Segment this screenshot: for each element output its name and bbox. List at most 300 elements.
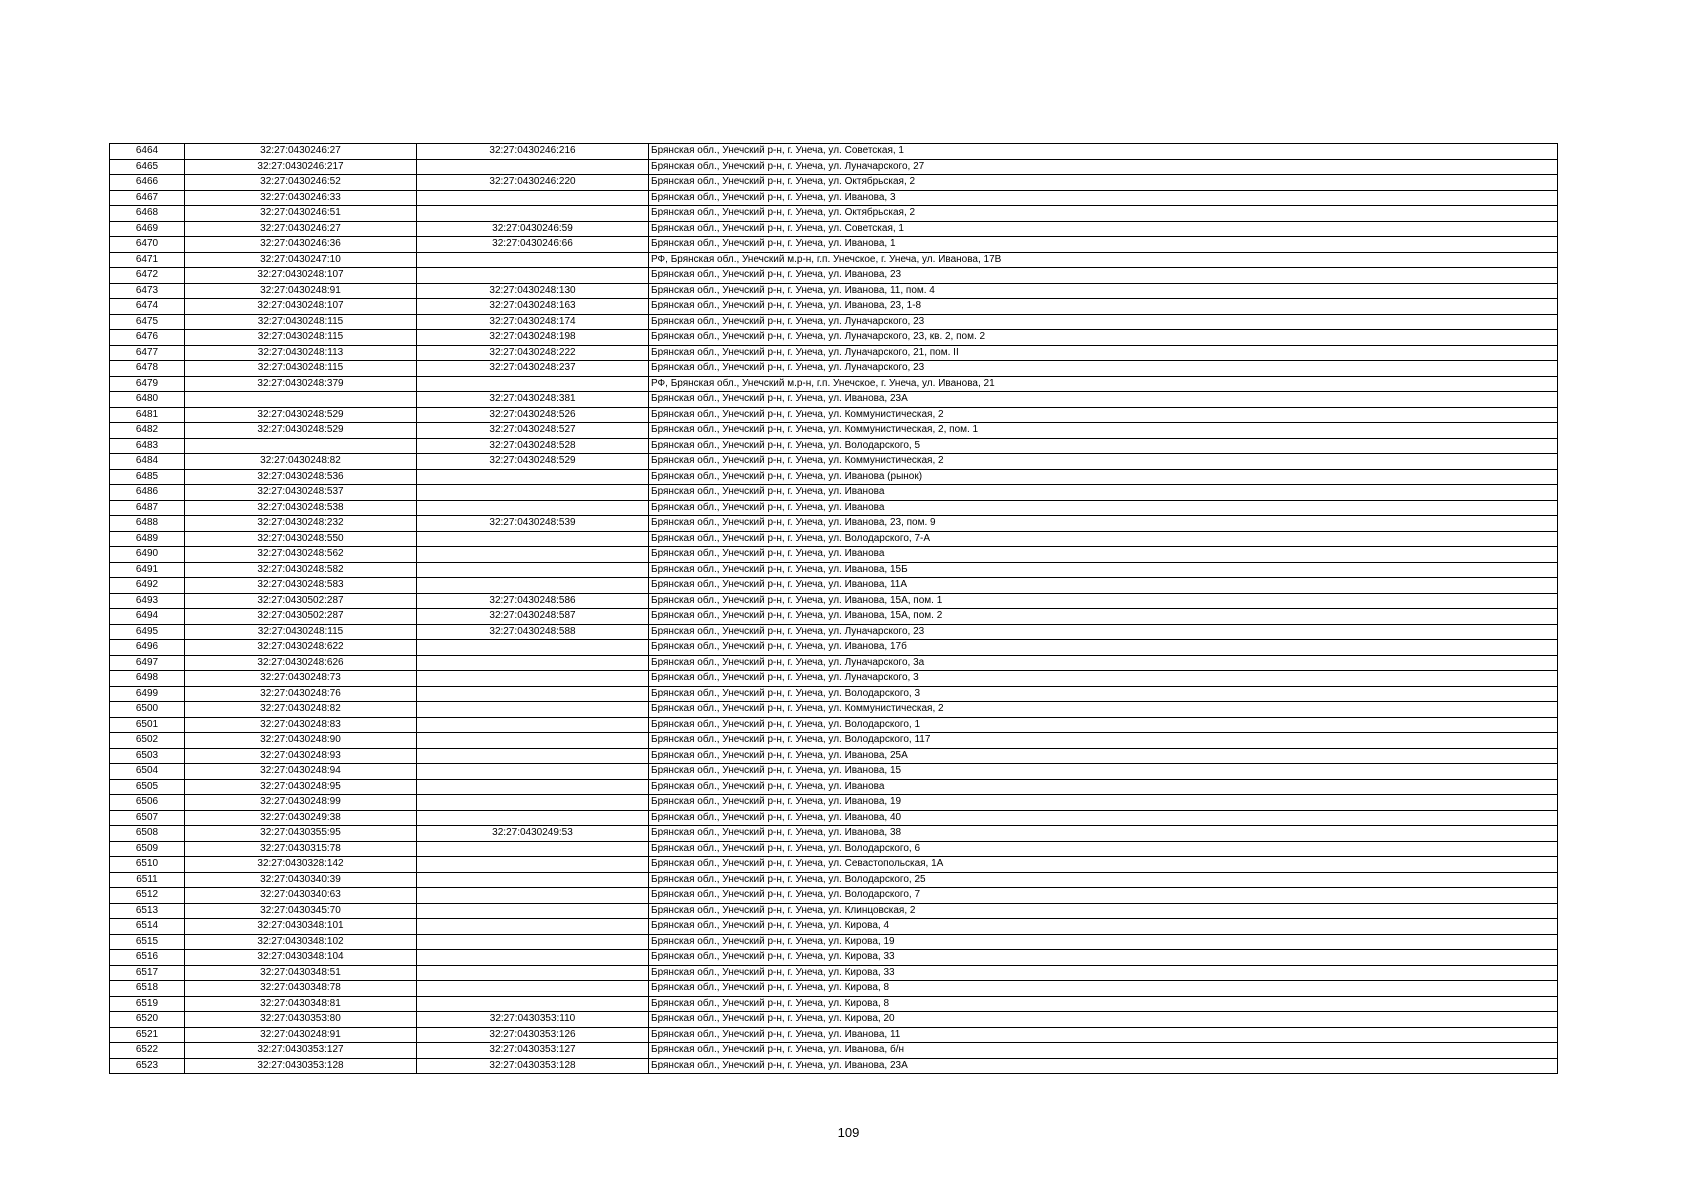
address-cell: РФ, Брянская обл., Унечский м.р-н, г.п. Унечское, г. Унеча, ул. Иванова, 21 [649, 376, 1558, 392]
cadastral-number-cell: 32:27:0430248:115 [185, 361, 417, 377]
cadastral-number-cell: 32:27:0430248:107 [185, 268, 417, 284]
cadastral-number-cell: 32:27:0430248:622 [185, 640, 417, 656]
address-cell: Брянская обл., Унечский р-н, г. Унеча, ул. Луначарского, 23, кв. 2, пом. 2 [649, 330, 1558, 346]
row-number-cell: 6497 [110, 655, 185, 671]
object-cadastral-number-cell: 32:27:0430249:53 [417, 826, 649, 842]
object-cadastral-number-cell [417, 686, 649, 702]
cadastral-number-cell: 32:27:0430248:536 [185, 469, 417, 485]
cadastral-number-cell: 32:27:0430248:115 [185, 314, 417, 330]
address-cell: Брянская обл., Унечский р-н, г. Унеча, ул. Иванова, 25А [649, 748, 1558, 764]
table-row [110, 268, 1558, 284]
object-cadastral-number-cell: 32:27:0430248:198 [417, 330, 649, 346]
object-cadastral-number-cell: 32:27:0430248:130 [417, 283, 649, 299]
cadastral-number-cell: 32:27:0430247:10 [185, 252, 417, 268]
row-number-cell: 6510 [110, 857, 185, 873]
row-number-cell: 6490 [110, 547, 185, 563]
object-cadastral-number-cell: 32:27:0430248:381 [417, 392, 649, 408]
object-cadastral-number-cell [417, 268, 649, 284]
row-number-cell: 6483 [110, 438, 185, 454]
row-number-cell: 6517 [110, 965, 185, 981]
table-row [110, 748, 1558, 764]
cadastral-number-cell: 32:27:0430248:583 [185, 578, 417, 594]
row-number-cell: 6465 [110, 159, 185, 175]
object-cadastral-number-cell [417, 190, 649, 206]
table-row [110, 314, 1558, 330]
table-row [110, 159, 1558, 175]
object-cadastral-number-cell [417, 996, 649, 1012]
row-number-cell: 6499 [110, 686, 185, 702]
table-row [110, 826, 1558, 842]
address-cell: Брянская обл., Унечский р-н, г. Унеча, ул. Иванова, 15А, пом. 1 [649, 593, 1558, 609]
address-cell: Брянская обл., Унечский р-н, г. Унеча, ул. Октябрьская, 2 [649, 175, 1558, 191]
object-cadastral-number-cell [417, 640, 649, 656]
address-cell: Брянская обл., Унечский р-н, г. Унеча, ул. Володарского, 5 [649, 438, 1558, 454]
object-cadastral-number-cell: 32:27:0430248:528 [417, 438, 649, 454]
row-number-cell: 6502 [110, 733, 185, 749]
table-row [110, 283, 1558, 299]
object-cadastral-number-cell [417, 857, 649, 873]
table-row [110, 655, 1558, 671]
cadastral-number-cell: 32:27:0430246:51 [185, 206, 417, 222]
cadastral-number-cell: 32:27:0430248:113 [185, 345, 417, 361]
row-number-cell: 6516 [110, 950, 185, 966]
table-row [110, 190, 1558, 206]
address-cell: Брянская обл., Унечский р-н, г. Унеча, ул. Кирова, 4 [649, 919, 1558, 935]
row-number-cell: 6505 [110, 779, 185, 795]
object-cadastral-number-cell: 32:27:0430246:216 [417, 144, 649, 160]
row-number-cell: 6513 [110, 903, 185, 919]
address-cell: Брянская обл., Унечский р-н, г. Унеча, ул. Иванова, 38 [649, 826, 1558, 842]
row-number-cell: 6487 [110, 500, 185, 516]
cadastral-number-cell: 32:27:0430502:287 [185, 593, 417, 609]
cadastral-number-cell: 32:27:0430246:36 [185, 237, 417, 253]
table-row [110, 392, 1558, 408]
table-row [110, 454, 1558, 470]
table-row [110, 485, 1558, 501]
table-row [110, 810, 1558, 826]
row-number-cell: 6480 [110, 392, 185, 408]
cadastral-number-cell: 32:27:0430315:78 [185, 841, 417, 857]
object-cadastral-number-cell [417, 903, 649, 919]
row-number-cell: 6519 [110, 996, 185, 1012]
row-number-cell: 6484 [110, 454, 185, 470]
object-cadastral-number-cell: 32:27:0430248:163 [417, 299, 649, 315]
row-number-cell: 6474 [110, 299, 185, 315]
table-row [110, 144, 1558, 160]
object-cadastral-number-cell [417, 578, 649, 594]
object-cadastral-number-cell [417, 717, 649, 733]
object-cadastral-number-cell: 32:27:0430248:539 [417, 516, 649, 532]
address-cell: Брянская обл., Унечский р-н, г. Унеча, ул. Иванова, 3 [649, 190, 1558, 206]
page-number: 109 [837, 1125, 860, 1140]
table-row [110, 423, 1558, 439]
cadastral-number-cell [185, 438, 417, 454]
cadastral-number-cell: 32:27:0430248:232 [185, 516, 417, 532]
address-cell: Брянская обл., Унечский р-н, г. Унеча, ул. Иванова, 19 [649, 795, 1558, 811]
table-row [110, 593, 1558, 609]
object-cadastral-number-cell [417, 888, 649, 904]
row-number-cell: 6494 [110, 609, 185, 625]
address-cell: Брянская обл., Унечский р-н, г. Унеча, ул. Иванова, 11А [649, 578, 1558, 594]
cadastral-number-cell: 32:27:0430248:379 [185, 376, 417, 392]
row-number-cell: 6492 [110, 578, 185, 594]
row-number-cell: 6514 [110, 919, 185, 935]
cadastral-number-cell: 32:27:0430328:142 [185, 857, 417, 873]
table-row [110, 175, 1558, 191]
object-cadastral-number-cell: 32:27:0430246:66 [417, 237, 649, 253]
address-cell: Брянская обл., Унечский р-н, г. Унеча, ул. Коммунистическая, 2 [649, 702, 1558, 718]
cadastral-number-cell: 32:27:0430345:70 [185, 903, 417, 919]
address-cell: Брянская обл., Унечский р-н, г. Унеча, ул. Иванова, б/н [649, 1043, 1558, 1059]
address-cell: Брянская обл., Унечский р-н, г. Унеча, ул. Луначарского, 27 [649, 159, 1558, 175]
object-cadastral-number-cell [417, 485, 649, 501]
object-cadastral-number-cell: 32:27:0430353:128 [417, 1058, 649, 1074]
table-row [110, 1012, 1558, 1028]
cadastral-number-cell: 32:27:0430340:63 [185, 888, 417, 904]
object-cadastral-number-cell: 32:27:0430248:586 [417, 593, 649, 609]
cadastral-number-cell: 32:27:0430248:94 [185, 764, 417, 780]
address-cell: Брянская обл., Унечский р-н, г. Унеча, ул. Иванова [649, 779, 1558, 795]
row-number-cell: 6478 [110, 361, 185, 377]
row-number-cell: 6477 [110, 345, 185, 361]
object-cadastral-number-cell [417, 810, 649, 826]
address-cell: Брянская обл., Унечский р-н, г. Унеча, ул. Луначарского, 23 [649, 624, 1558, 640]
cadastral-number-cell [185, 392, 417, 408]
object-cadastral-number-cell [417, 531, 649, 547]
address-cell: Брянская обл., Унечский р-н, г. Унеча, ул. Севастопольская, 1А [649, 857, 1558, 873]
row-number-cell: 6515 [110, 934, 185, 950]
row-number-cell: 6472 [110, 268, 185, 284]
cadastral-number-cell: 32:27:0430248:115 [185, 330, 417, 346]
object-cadastral-number-cell [417, 655, 649, 671]
cadastral-number-cell: 32:27:0430248:90 [185, 733, 417, 749]
row-number-cell: 6464 [110, 144, 185, 160]
object-cadastral-number-cell: 32:27:0430246:220 [417, 175, 649, 191]
cadastral-number-cell: 32:27:0430248:91 [185, 283, 417, 299]
object-cadastral-number-cell [417, 469, 649, 485]
table-row [110, 252, 1558, 268]
table-row [110, 361, 1558, 377]
address-cell: Брянская обл., Унечский р-н, г. Унеча, ул. Коммунистическая, 2, пом. 1 [649, 423, 1558, 439]
row-number-cell: 6509 [110, 841, 185, 857]
table-row [110, 345, 1558, 361]
object-cadastral-number-cell [417, 500, 649, 516]
address-cell: Брянская обл., Унечский р-н, г. Унеча, ул. Иванова [649, 500, 1558, 516]
address-cell: Брянская обл., Унечский р-н, г. Унеча, ул. Володарского, 3 [649, 686, 1558, 702]
address-cell: Брянская обл., Унечский р-н, г. Унеча, ул. Володарского, 1 [649, 717, 1558, 733]
address-cell: Брянская обл., Унечский р-н, г. Унеча, ул. Иванова (рынок) [649, 469, 1558, 485]
row-number-cell: 6475 [110, 314, 185, 330]
cadastral-number-cell: 32:27:0430348:104 [185, 950, 417, 966]
registry-table-body [110, 144, 1558, 1074]
table-row [110, 221, 1558, 237]
address-cell: Брянская обл., Унечский р-н, г. Унеча, ул. Кирова, 8 [649, 981, 1558, 997]
row-number-cell: 6467 [110, 190, 185, 206]
cadastral-number-cell: 32:27:0430248:562 [185, 547, 417, 563]
table-row [110, 872, 1558, 888]
address-cell: Брянская обл., Унечский р-н, г. Унеча, ул. Октябрьская, 2 [649, 206, 1558, 222]
address-cell: Брянская обл., Унечский р-н, г. Унеча, ул. Кирова, 33 [649, 965, 1558, 981]
table-row [110, 578, 1558, 594]
cadastral-number-cell: 32:27:0430348:102 [185, 934, 417, 950]
row-number-cell: 6522 [110, 1043, 185, 1059]
object-cadastral-number-cell: 32:27:0430248:588 [417, 624, 649, 640]
address-cell: Брянская обл., Унечский р-н, г. Унеча, ул. Советская, 1 [649, 144, 1558, 160]
cadastral-number-cell: 32:27:0430355:95 [185, 826, 417, 842]
cadastral-number-cell: 32:27:0430248:529 [185, 407, 417, 423]
address-cell: Брянская обл., Унечский р-н, г. Унеча, ул. Иванова, 1 [649, 237, 1558, 253]
row-number-cell: 6512 [110, 888, 185, 904]
object-cadastral-number-cell: 32:27:0430353:110 [417, 1012, 649, 1028]
address-cell: Брянская обл., Унечский р-н, г. Унеча, ул. Луначарского, 23 [649, 314, 1558, 330]
cadastral-number-cell: 32:27:0430248:76 [185, 686, 417, 702]
table-row [110, 888, 1558, 904]
row-number-cell: 6470 [110, 237, 185, 253]
cadastral-number-cell: 32:27:0430353:80 [185, 1012, 417, 1028]
address-cell: Брянская обл., Унечский р-н, г. Унеча, ул. Володарского, 7 [649, 888, 1558, 904]
address-cell: Брянская обл., Унечский р-н, г. Унеча, ул. Иванова, 15А, пом. 2 [649, 609, 1558, 625]
table-row [110, 981, 1558, 997]
cadastral-number-cell: 32:27:0430248:93 [185, 748, 417, 764]
row-number-cell: 6496 [110, 640, 185, 656]
address-cell: Брянская обл., Унечский р-н, г. Унеча, ул. Иванова, 40 [649, 810, 1558, 826]
table-row [110, 717, 1558, 733]
cadastral-number-cell: 32:27:0430248:82 [185, 702, 417, 718]
object-cadastral-number-cell: 32:27:0430353:126 [417, 1027, 649, 1043]
cadastral-number-cell: 32:27:0430353:128 [185, 1058, 417, 1074]
row-number-cell: 6498 [110, 671, 185, 687]
table-row [110, 671, 1558, 687]
registry-table [109, 143, 1558, 1074]
table-row [110, 857, 1558, 873]
row-number-cell: 6518 [110, 981, 185, 997]
table-row [110, 1043, 1558, 1059]
table-row [110, 330, 1558, 346]
address-cell: Брянская обл., Унечский р-н, г. Унеча, ул. Володарского, 7-А [649, 531, 1558, 547]
address-cell: Брянская обл., Унечский р-н, г. Унеча, ул. Луначарского, 23 [649, 361, 1558, 377]
table-row [110, 702, 1558, 718]
object-cadastral-number-cell [417, 376, 649, 392]
table-row [110, 624, 1558, 640]
row-number-cell: 6511 [110, 872, 185, 888]
table-row [110, 547, 1558, 563]
address-cell: Брянская обл., Унечский р-н, г. Унеча, ул. Иванова, 23 [649, 268, 1558, 284]
table-row [110, 919, 1558, 935]
row-number-cell: 6482 [110, 423, 185, 439]
row-number-cell: 6504 [110, 764, 185, 780]
table-row [110, 609, 1558, 625]
address-cell: Брянская обл., Унечский р-н, г. Унеча, ул. Иванова [649, 547, 1558, 563]
table-row [110, 686, 1558, 702]
object-cadastral-number-cell [417, 671, 649, 687]
address-cell: Брянская обл., Унечский р-н, г. Унеча, ул. Луначарского, 21, пом. II [649, 345, 1558, 361]
table-row [110, 795, 1558, 811]
cadastral-number-cell: 32:27:0430502:287 [185, 609, 417, 625]
cadastral-number-cell: 32:27:0430248:82 [185, 454, 417, 470]
cadastral-number-cell: 32:27:0430348:81 [185, 996, 417, 1012]
cadastral-number-cell: 32:27:0430248:537 [185, 485, 417, 501]
row-number-cell: 6500 [110, 702, 185, 718]
cadastral-number-cell: 32:27:0430248:550 [185, 531, 417, 547]
cadastral-number-cell: 32:27:0430246:27 [185, 221, 417, 237]
table-row [110, 376, 1558, 392]
object-cadastral-number-cell: 32:27:0430248:529 [417, 454, 649, 470]
address-cell: Брянская обл., Унечский р-н, г. Унеча, ул. Володарского, 6 [649, 841, 1558, 857]
object-cadastral-number-cell: 32:27:0430248:222 [417, 345, 649, 361]
table-row [110, 237, 1558, 253]
row-number-cell: 6488 [110, 516, 185, 532]
row-number-cell: 6503 [110, 748, 185, 764]
object-cadastral-number-cell [417, 919, 649, 935]
address-cell: Брянская обл., Унечский р-н, г. Унеча, ул. Иванова [649, 485, 1558, 501]
row-number-cell: 6479 [110, 376, 185, 392]
cadastral-number-cell: 32:27:0430248:83 [185, 717, 417, 733]
cadastral-number-cell: 32:27:0430246:33 [185, 190, 417, 206]
object-cadastral-number-cell [417, 779, 649, 795]
table-row [110, 469, 1558, 485]
cadastral-number-cell: 32:27:0430248:107 [185, 299, 417, 315]
table-row [110, 1058, 1558, 1074]
row-number-cell: 6506 [110, 795, 185, 811]
row-number-cell: 6508 [110, 826, 185, 842]
cadastral-number-cell: 32:27:0430248:538 [185, 500, 417, 516]
row-number-cell: 6481 [110, 407, 185, 423]
address-cell: Брянская обл., Унечский р-н, г. Унеча, ул. Кирова, 19 [649, 934, 1558, 950]
cadastral-number-cell: 32:27:0430248:95 [185, 779, 417, 795]
object-cadastral-number-cell: 32:27:0430248:587 [417, 609, 649, 625]
table-row [110, 779, 1558, 795]
cadastral-number-cell: 32:27:0430348:78 [185, 981, 417, 997]
cadastral-number-cell: 32:27:0430248:91 [185, 1027, 417, 1043]
cadastral-number-cell: 32:27:0430246:27 [185, 144, 417, 160]
table-row [110, 950, 1558, 966]
row-number-cell: 6523 [110, 1058, 185, 1074]
object-cadastral-number-cell [417, 841, 649, 857]
row-number-cell: 6485 [110, 469, 185, 485]
object-cadastral-number-cell [417, 795, 649, 811]
row-number-cell: 6471 [110, 252, 185, 268]
cadastral-number-cell: 32:27:0430248:99 [185, 795, 417, 811]
address-cell: Брянская обл., Унечский р-н, г. Унеча, ул. Иванова, 23, 1-8 [649, 299, 1558, 315]
table-row [110, 438, 1558, 454]
cadastral-number-cell: 32:27:0430249:38 [185, 810, 417, 826]
table-row [110, 531, 1558, 547]
object-cadastral-number-cell [417, 733, 649, 749]
row-number-cell: 6489 [110, 531, 185, 547]
address-cell: Брянская обл., Унечский р-н, г. Унеча, ул. Иванова, 23А [649, 1058, 1558, 1074]
row-number-cell: 6491 [110, 562, 185, 578]
row-number-cell: 6486 [110, 485, 185, 501]
table-row [110, 764, 1558, 780]
object-cadastral-number-cell [417, 702, 649, 718]
table-row [110, 841, 1558, 857]
row-number-cell: 6476 [110, 330, 185, 346]
object-cadastral-number-cell [417, 965, 649, 981]
table-row [110, 1027, 1558, 1043]
cadastral-number-cell: 32:27:0430348:51 [185, 965, 417, 981]
object-cadastral-number-cell [417, 934, 649, 950]
object-cadastral-number-cell [417, 748, 649, 764]
address-cell: Брянская обл., Унечский р-н, г. Унеча, ул. Луначарского, 3 [649, 671, 1558, 687]
cadastral-number-cell: 32:27:0430248:73 [185, 671, 417, 687]
table-row [110, 562, 1558, 578]
table-row [110, 903, 1558, 919]
address-cell: Брянская обл., Унечский р-н, г. Унеча, ул. Иванова, 15 [649, 764, 1558, 780]
row-number-cell: 6469 [110, 221, 185, 237]
cadastral-number-cell: 32:27:0430340:39 [185, 872, 417, 888]
address-cell: Брянская обл., Унечский р-н, г. Унеча, ул. Кирова, 8 [649, 996, 1558, 1012]
cadastral-number-cell: 32:27:0430246:217 [185, 159, 417, 175]
cadastral-number-cell: 32:27:0430248:582 [185, 562, 417, 578]
address-cell: Брянская обл., Унечский р-н, г. Унеча, ул. Иванова, 23А [649, 392, 1558, 408]
row-number-cell: 6521 [110, 1027, 185, 1043]
table-row [110, 500, 1558, 516]
address-cell: Брянская обл., Унечский р-н, г. Унеча, ул. Кирова, 20 [649, 1012, 1558, 1028]
address-cell: Брянская обл., Унечский р-н, г. Унеча, ул. Иванова, 15Б [649, 562, 1558, 578]
row-number-cell: 6501 [110, 717, 185, 733]
object-cadastral-number-cell [417, 764, 649, 780]
address-cell: Брянская обл., Унечский р-н, г. Унеча, ул. Коммунистическая, 2 [649, 454, 1558, 470]
table-row [110, 934, 1558, 950]
table-row [110, 299, 1558, 315]
object-cadastral-number-cell: 32:27:0430246:59 [417, 221, 649, 237]
object-cadastral-number-cell [417, 159, 649, 175]
table-row [110, 996, 1558, 1012]
cadastral-number-cell: 32:27:0430248:529 [185, 423, 417, 439]
table-row [110, 733, 1558, 749]
object-cadastral-number-cell: 32:27:0430353:127 [417, 1043, 649, 1059]
table-row [110, 407, 1558, 423]
address-cell: Брянская обл., Унечский р-н, г. Унеча, ул. Кирова, 33 [649, 950, 1558, 966]
row-number-cell: 6473 [110, 283, 185, 299]
object-cadastral-number-cell: 32:27:0430248:526 [417, 407, 649, 423]
table-row [110, 206, 1558, 222]
object-cadastral-number-cell: 32:27:0430248:174 [417, 314, 649, 330]
cadastral-number-cell: 32:27:0430248:626 [185, 655, 417, 671]
address-cell: Брянская обл., Унечский р-н, г. Унеча, ул. Володарского, 25 [649, 872, 1558, 888]
row-number-cell: 6507 [110, 810, 185, 826]
object-cadastral-number-cell [417, 206, 649, 222]
row-number-cell: 6493 [110, 593, 185, 609]
address-cell: Брянская обл., Унечский р-н, г. Унеча, ул. Иванова, 11 [649, 1027, 1558, 1043]
table-row [110, 516, 1558, 532]
cadastral-number-cell: 32:27:0430248:115 [185, 624, 417, 640]
cadastral-number-cell: 32:27:0430353:127 [185, 1043, 417, 1059]
cadastral-number-cell: 32:27:0430246:52 [185, 175, 417, 191]
row-number-cell: 6495 [110, 624, 185, 640]
object-cadastral-number-cell: 32:27:0430248:237 [417, 361, 649, 377]
row-number-cell: 6520 [110, 1012, 185, 1028]
address-cell: Брянская обл., Унечский р-н, г. Унеча, ул. Луначарского, 3а [649, 655, 1558, 671]
table-row [110, 965, 1558, 981]
object-cadastral-number-cell: 32:27:0430248:527 [417, 423, 649, 439]
address-cell: Брянская обл., Унечский р-н, г. Унеча, ул. Иванова, 11, пом. 4 [649, 283, 1558, 299]
address-cell: Брянская обл., Унечский р-н, г. Унеча, ул. Иванова, 17б [649, 640, 1558, 656]
object-cadastral-number-cell [417, 950, 649, 966]
object-cadastral-number-cell [417, 981, 649, 997]
object-cadastral-number-cell [417, 252, 649, 268]
row-number-cell: 6468 [110, 206, 185, 222]
address-cell: Брянская обл., Унечский р-н, г. Унеча, ул. Коммунистическая, 2 [649, 407, 1558, 423]
cadastral-number-cell: 32:27:0430348:101 [185, 919, 417, 935]
table-row [110, 640, 1558, 656]
object-cadastral-number-cell [417, 872, 649, 888]
address-cell: Брянская обл., Унечский р-н, г. Унеча, ул. Володарского, 117 [649, 733, 1558, 749]
address-cell: Брянская обл., Унечский р-н, г. Унеча, ул. Клинцовская, 2 [649, 903, 1558, 919]
row-number-cell: 6466 [110, 175, 185, 191]
object-cadastral-number-cell [417, 547, 649, 563]
address-cell: Брянская обл., Унечский р-н, г. Унеча, ул. Иванова, 23, пом. 9 [649, 516, 1558, 532]
